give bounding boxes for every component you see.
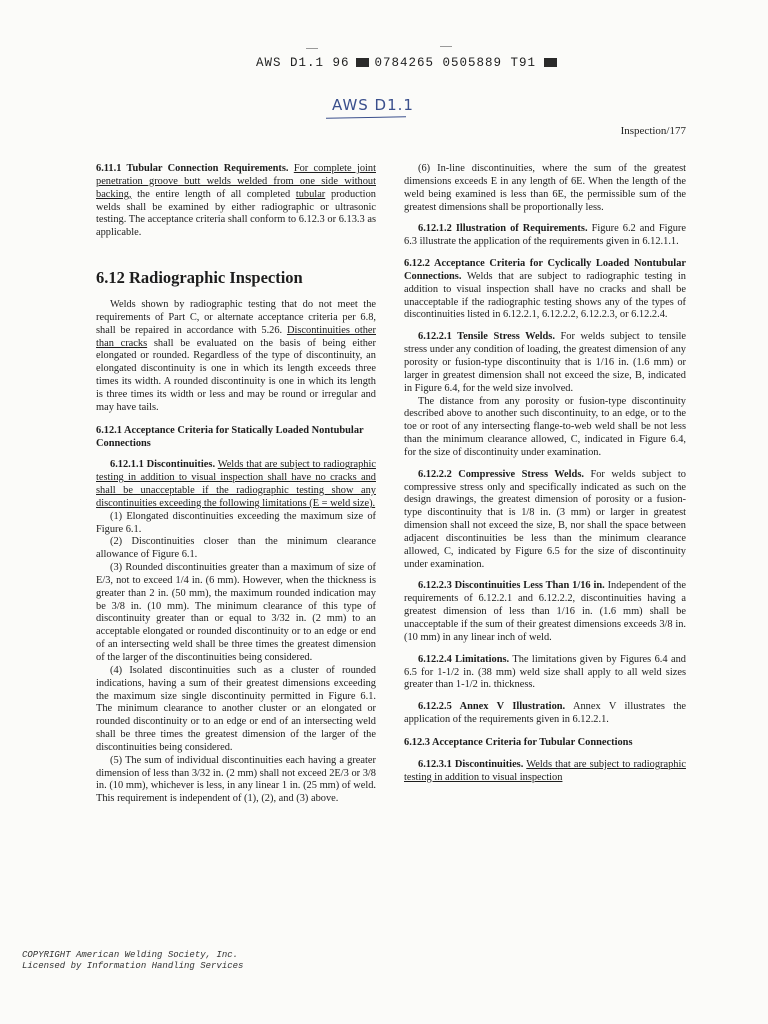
document-code: AWS D1.1 96 bbox=[256, 56, 350, 70]
underlined-text: tubular bbox=[295, 188, 326, 200]
license-line: Licensed by Information Handling Services bbox=[22, 961, 244, 971]
redaction-block bbox=[544, 58, 557, 67]
document-code-header bbox=[256, 56, 557, 70]
redaction-block bbox=[356, 58, 369, 67]
section-6-11-1: 6.11.1 Tubular Connection Requirements. For complete joint penetration groove butt welds welded from one side without backing, the entire length of all completed tubular production welds shall be examined by either radiographic or ultrasonic testing. The acceptance criteria shall conform to 6.12.3 or 6.13.3 as applicable. bbox=[96, 163, 376, 239]
list-item: (4) Isolated discontinuities such as a cluster of rounded indications, having a sum of their greatest dimensions exceeding the maximum size single discontinuity permitted in Figure 6.1. The minimum clearance to another cluster or an elongated or rounded discontinuity or to an edge or end of an intersecting weld shall be three times the greatest dimension of the larger of the discontinuities being considered. bbox=[96, 664, 376, 753]
section-6-12-1-1 bbox=[96, 459, 376, 510]
section-6-12-3-1: 6.12.3.1 Discontinuities. Welds that are subject to radiographic testing in addition to visual inspection bbox=[404, 758, 686, 783]
section-6-12-2-1: 6.12.2.1 Tensile Stress Welds. For welds subject to tensile stress under any condition of loading, the greatest dimension of any porosity or fusion-type discontinuity that is 1/16 in. (1.6 mm) or larger in greatest dimension shall not exceed the size, B, indicated in Figure 6.4, for the weld size involved. bbox=[404, 331, 686, 394]
section-6-12-1-1-title: 6.12.1.1 Discontinuities. bbox=[110, 459, 216, 471]
section-6-11-1-title: 6.11.1 Tubular Connection Requirements. bbox=[96, 163, 289, 174]
underlined-text: Discontinuities other than cracks bbox=[96, 324, 376, 349]
handwritten-underline bbox=[326, 116, 406, 118]
list-item: (6) In-line discontinuities, where the sum of the greatest dimensions exceeds E in any length of 6E. When the length of the weld being examined is less than 6E, the permissible sum of the greatest dimensions shall be proportionally less. bbox=[404, 163, 686, 213]
left-column bbox=[96, 163, 376, 806]
handwritten-annotation: AWS D1.1 bbox=[332, 96, 414, 114]
section-6-12-3-heading: 6.12.3 Acceptance Criteria for Tubular Connections bbox=[404, 736, 633, 748]
section-6-12-heading: 6.12 Radiographic Inspection bbox=[96, 268, 303, 288]
page-label: Inspection/177 bbox=[620, 125, 686, 137]
list-item: (2) Discontinuities closer than the minimum clearance allowance of Figure 6.1. bbox=[96, 536, 376, 561]
underlined-text: Welds that are subject to radiographic testing in addition to visual inspection bbox=[404, 758, 686, 783]
list-item: (5) The sum of individual discontinuities each having a greater dimension of less than 3/32 in. (2 mm) shall not exceed 2E/3 or 3/8 in. (10 mm), whichever is less, in any linear 1 in. (25 mm) of weld. This requirement is independent of (1), (2), and (3) above. bbox=[96, 754, 376, 805]
section-6-12-1-heading: 6.12.1 Acceptance Criteria for Statically Loaded Nontubular Connections bbox=[96, 424, 364, 449]
copyright-line: COPYRIGHT American Welding Society, Inc. bbox=[22, 950, 239, 960]
section-6-12-paragraph: Welds shown by radiographic testing that do not meet the requirements of Part C, or alternate acceptance criteria per 6.8, shall be repaired in accordance with 5.26. Discontinuities other than cracks shall be evaluated on the basis of being either elongated or rounded. Regardless of the type of discontinuity, an elongated discontinuity is one in which its length exceeds three times its width. A rounded discontinuity is one in which its length is three times its width or less and may be round or irregular and may have tails. bbox=[96, 299, 377, 413]
section-6-12-1-2: 6.12.1.2 Illustration of Requirements. Figure 6.2 and Figure 6.3 illustrate the application of the requirements given in 6.12.1.1. bbox=[404, 223, 686, 248]
section-6-12-2-1-paragraph: The distance from any porosity or fusion-type discontinuity described above to another such discontinuity, to an edge, or to the toe or root of any intersecting flange-to-web weld shall be not less than the minimum clearance allowed, C, indicated in Figure 6.4, for the size of discontinuity under examination. bbox=[404, 395, 686, 458]
list-item: (1) Elongated discontinuities exceeding the maximum size of Figure 6.1. bbox=[96, 510, 376, 535]
section-6-12-2: 6.12.2 Acceptance Criteria for Cyclically Loaded Nontubular Connections. Welds that are subject to radiographic testing in addition to visual inspection shall have no cracks and shall be unacceptable if the radiographic testing shows any of the types of discontinuities listed in 6.12.2.1, 6.12.2.2, 6.12.2.3, or 6.12.2.4. bbox=[404, 258, 686, 321]
section-6-12-2-5: 6.12.2.5 Annex V Illustration. Annex V illustrates the application of the requirements given in 6.12.2.1. bbox=[404, 701, 687, 726]
section-6-12-2-4: 6.12.2.4 Limitations. The limitations given by Figures 6.4 and 6.5 for 1-1/2 in. (38 mm) weld size shall apply to all weld sizes greater than 1-1/2 in. thickness. bbox=[404, 653, 686, 691]
scan-mark bbox=[440, 46, 452, 47]
section-6-12-2-2: 6.12.2.2 Compressive Stress Welds. For welds subject to compressive stress only and specifically indicated as such on the design drawings, the greatest dimension of porosity or a fusion-type discontinuity that is 1/8 in. (3 mm) or larger in greatest dimension shall not exceed the size, B, nor shall the space between adjacent discontinuities be less than the minimum clearance allowed, C, indicated by Figure 6.5 for the size of discontinuity under examination. bbox=[404, 468, 686, 570]
underlined-text: Welds that are subject to radiographic testing in addition to visual inspection shall have no cracks and shall be unacceptable if the radiographic testing show any discontinuities exceeding the following limitations (E = weld size). bbox=[96, 459, 376, 509]
list-item: (3) Rounded discontinuities greater than a maximum of size of E/3, not to exceed 1/4 in. (6 mm). However, when the thickness is greater than 2 in. (50 mm), the maximum rounded indication may be 3/8 in. (10 mm). The minimum clearance of this type of discontinuity greater than or equal to 3/32 in. (2 mm) to an acceptable elongated or rounded discontinuity or to an edge or end of an intersecting weld shall be three times the greatest dimension of the larger of the discontinuities being considered. bbox=[96, 562, 376, 663]
copyright-footer bbox=[22, 950, 243, 972]
document-serial: 0784265 0505889 T91 bbox=[374, 56, 537, 70]
section-6-12-2-3: 6.12.2.3 Discontinuities Less Than 1/16 in. Independent of the requirements of 6.12.2.1 and 6.12.2.2, discontinuities having a greatest dimension of less than 1/16 in. (1.6 mm) shall be unacceptable if the sum of their greatest dimensions exceeds 3/8 in. (10 mm) in any linear inch of weld. bbox=[404, 580, 686, 643]
scan-mark bbox=[306, 48, 318, 49]
right-column bbox=[404, 163, 686, 784]
underlined-text: For complete joint penetration groove butt welds welded from one side without backing, bbox=[96, 163, 376, 200]
